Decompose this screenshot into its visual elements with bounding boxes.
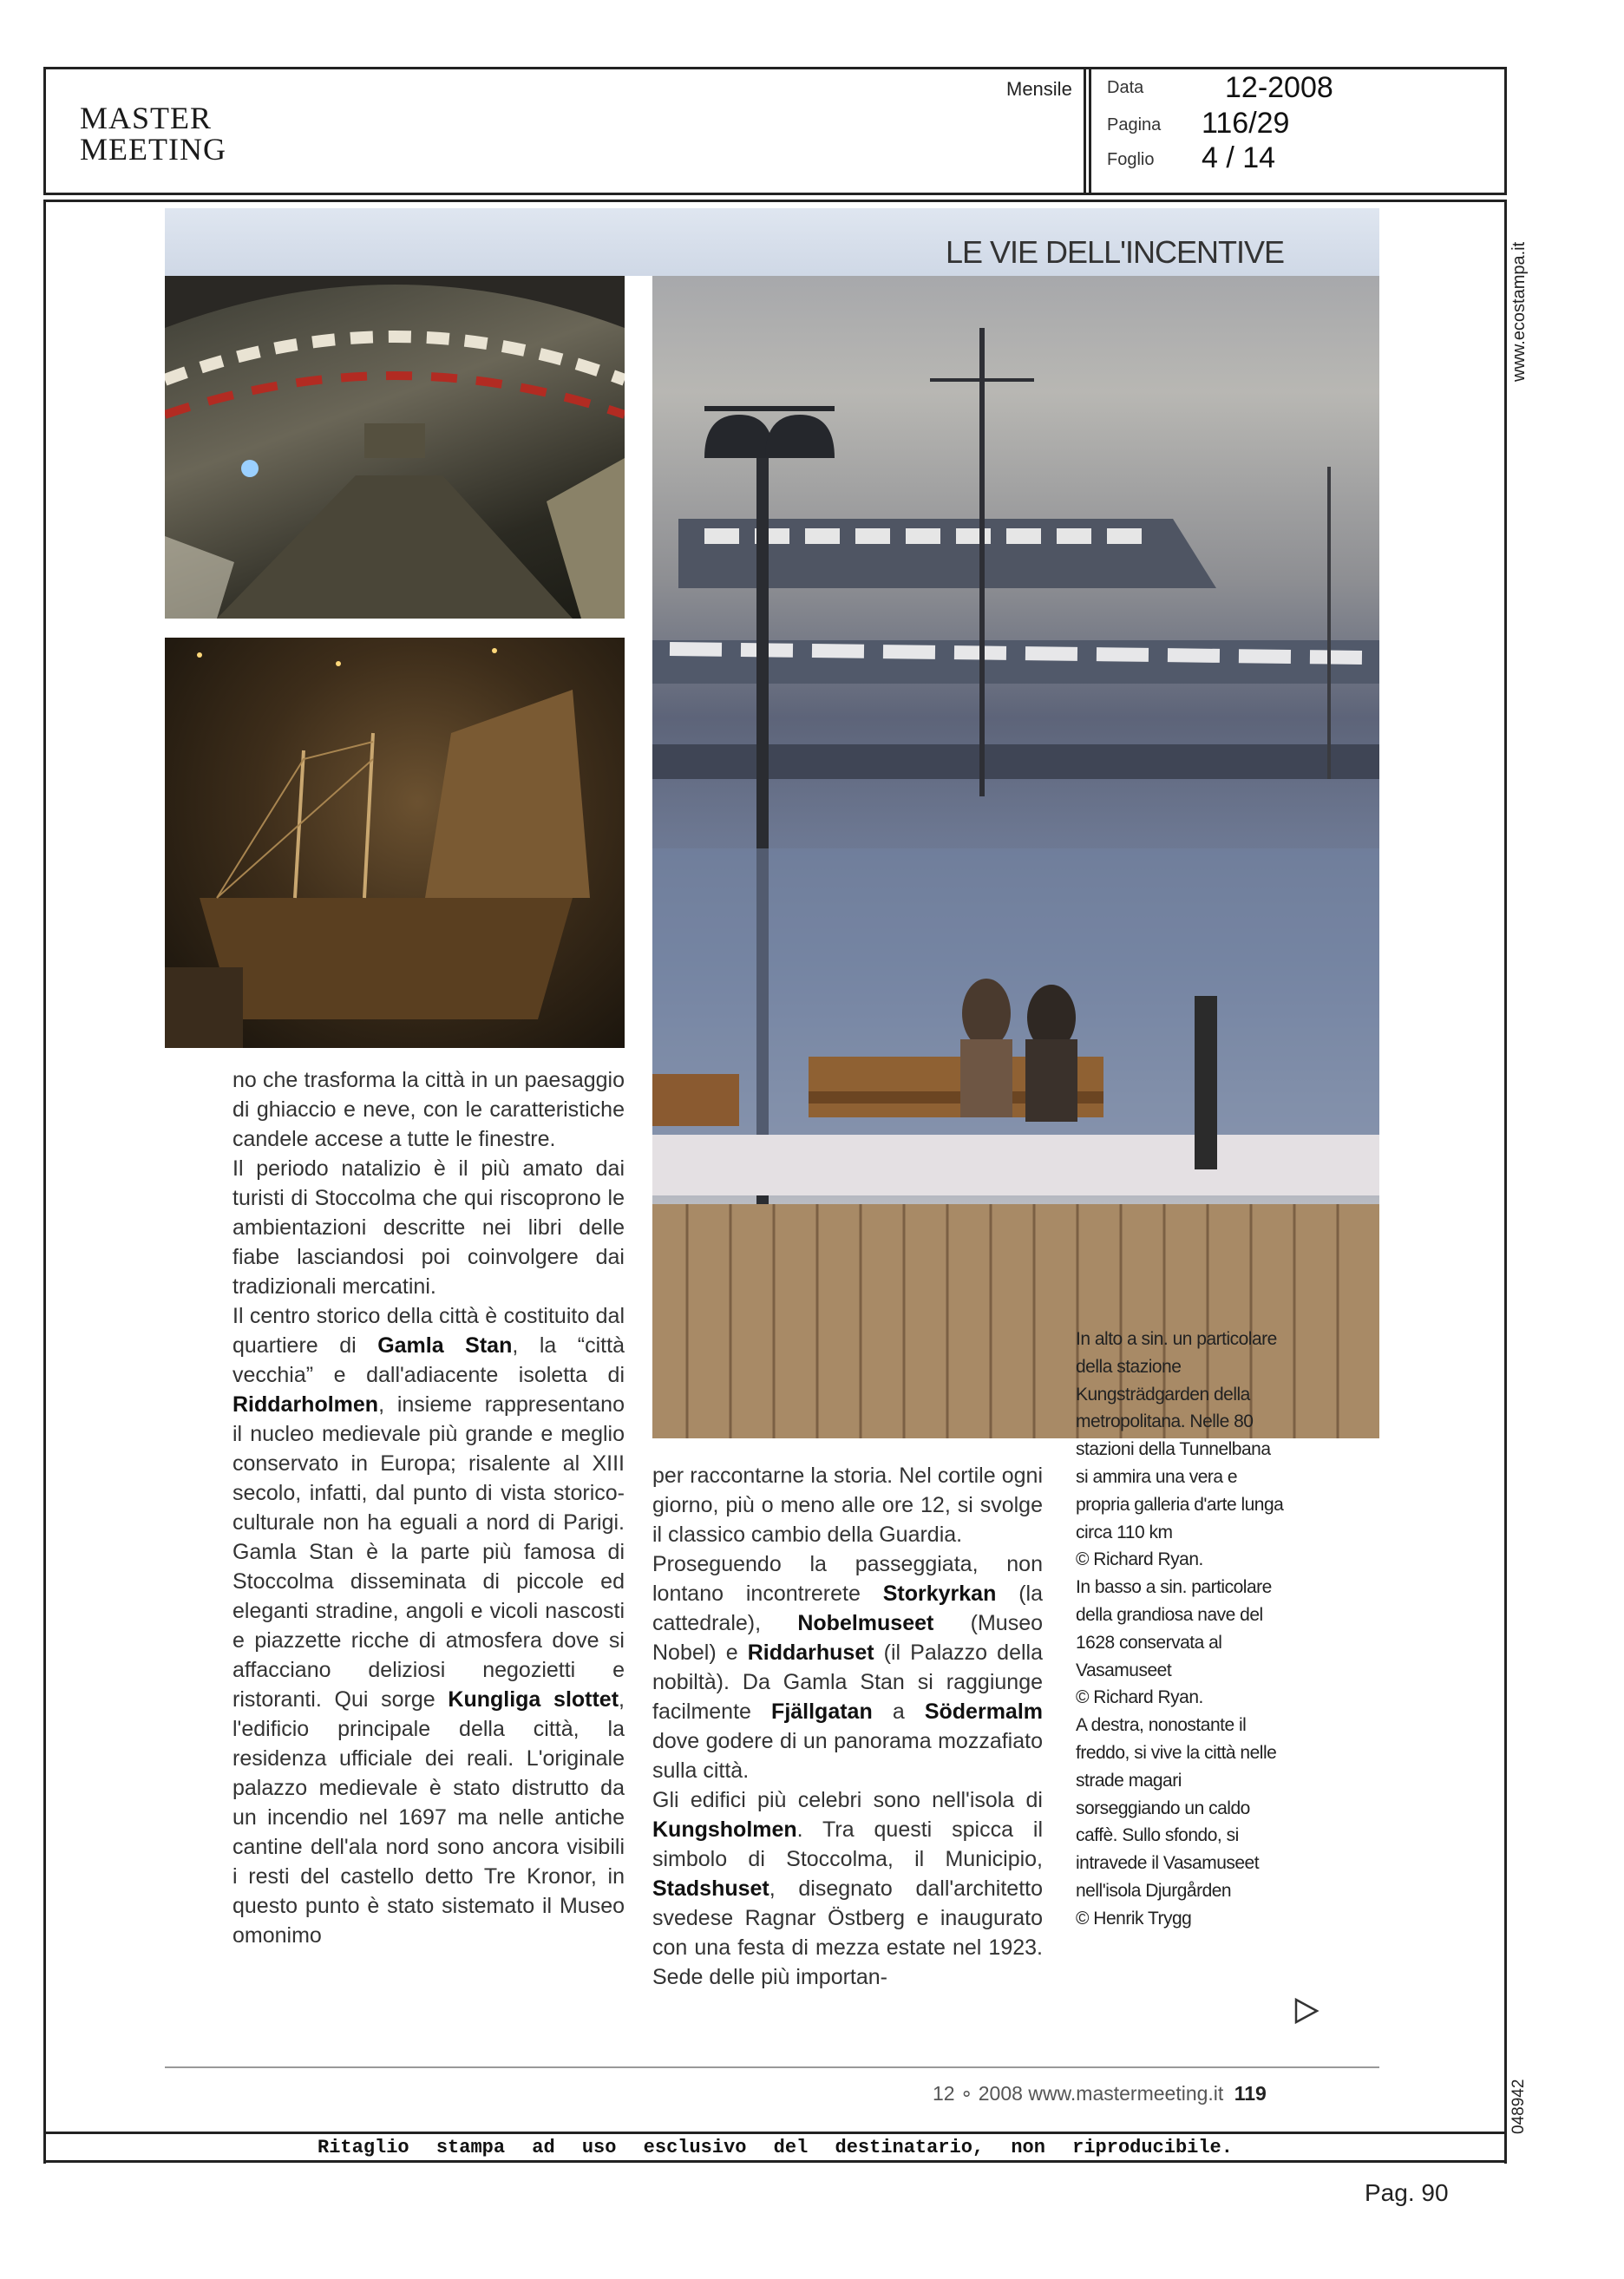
photo-caption	[1076, 1326, 1284, 1933]
side-website	[1509, 208, 1544, 382]
term-stadshuset: Stadshuset	[652, 1876, 769, 1901]
left-paragraph-1: no che trasforma la città in un paesaggio di ghiaccio e neve, con le caratteristiche candele accese a tutte le finestre.	[232, 1068, 625, 1151]
right-paragraph-3: Gli edifici più celebri sono nell'isola di Kungsholmen. Tra questi spicca il simbolo di Stoccolma, il Municipio, Stadshuset, disegnato dall'architetto svedese Ragnar Östberg e inaugurato con una festa di mezza estate nel 1923. Sede delle più importan-	[652, 1788, 1043, 1989]
caption-3-credit: © Henrik Trygg	[1076, 1908, 1192, 1929]
term-gamla-stan: Gamla Stan	[377, 1333, 513, 1358]
pagina-label: Pagina	[1107, 115, 1162, 134]
section-title: LE VIE DELL'INCENTIVE	[945, 234, 1284, 270]
logo-line-1: MASTER	[80, 101, 213, 135]
right-paragraph-2: Proseguendo la passeggiata, non lontano incontrerete Storkyrkan (la cattedrale), Nobelmuseet (Museo Nobel) e Riddarhuset (il Palazzo della nobiltà). Da Gamla Stan si raggiunge facilmente Fjällgatan a Södermalm dove godere di un panorama mozzafiato sulla città.	[652, 1552, 1044, 1783]
side-code-text: 048942	[1509, 2079, 1528, 2134]
article-column-right	[652, 1461, 1043, 1992]
footer-issue: 12 ∘ 2008	[933, 2082, 1023, 2105]
harbor-illustration	[652, 276, 1379, 1438]
metro-station-illustration	[165, 276, 625, 619]
foglio-label: Foglio	[1107, 150, 1155, 169]
logo-line-2: MEETING	[80, 132, 226, 167]
right-paragraph-1: per raccontarne la storia. Nel cortile ogni giorno, più o meno alle ore 12, si svolge il classico cambio della Guardia.	[652, 1464, 1043, 1547]
footer-website: www.mastermeeting.it	[1028, 2082, 1224, 2105]
article-column-left	[232, 1065, 625, 1950]
periodicity: Mensile	[1006, 78, 1072, 100]
foglio-value: 4 / 14	[1202, 141, 1276, 174]
magazine-footer	[933, 2082, 1267, 2105]
footer-rule	[165, 2066, 1379, 2068]
caption-2-credit: © Richard Ryan.	[1076, 1687, 1203, 1708]
reproduction-notice-text: Ritaglio stampa ad uso esclusivo del destinatario, non riproducibile.	[318, 2136, 1233, 2158]
continue-arrow-icon	[1293, 1997, 1320, 2025]
term-kungliga-slottet: Kungliga slottet	[448, 1687, 619, 1712]
term-riddarholmen: Riddarholmen	[232, 1392, 379, 1417]
term-nobelmuseet: Nobelmuseet	[797, 1611, 934, 1635]
vasa-ship-illustration	[165, 638, 625, 1048]
data-label: Data	[1107, 78, 1144, 97]
term-storkyrkan: Storkyrkan	[882, 1582, 997, 1606]
data-value: 12-2008	[1225, 71, 1333, 104]
left-paragraph-3: Il centro storico della città è costituito dal quartiere di Gamla Stan, la “città vecchia” e dall'adiacente isoletta di Riddarholmen, insieme rappresentano il nucleo medievale più grande e meglio conservato in Europa; risalente al XIII secolo, infatti, dal punto di vista storico-culturale non ha eguali a nord di Parigi. Gamla Stan è la parte più famosa di Stoccolma disseminata di piccole ed eleganti stradine, angoli e vicoli nascosti e piazzette ricche di atmosfera dove si affacciano deliziosi negozietti e ristoranti. Qui sorge Kungliga slottet, l'edificio principale della città, la residenza ufficiale dei reali. L'originale palazzo medievale è stato distrutto da un incendio nel 1697 ma nelle antiche cantine dell'ala nord sono ancora visibili i resti del castello detto Tre Kronor, in questo punto è stato sistemato il Museo omonimo	[232, 1304, 625, 1948]
photo-vasa-ship	[165, 638, 625, 1048]
photo-stockholm-harbor	[652, 276, 1379, 1438]
term-sodermalm: Södermalm	[924, 1699, 1044, 1724]
header-divider	[1084, 67, 1091, 195]
side-code	[1509, 2073, 1544, 2177]
caption-1: In alto a sin. un particolare della stazione Kungsträdgarden della metropolitana. Nelle 80 stazioni della Tunnelbana si ammira una vera e propria galleria d'arte lunga circa 110 km	[1076, 1329, 1284, 1542]
term-fjallgatan: Fjällgatan	[771, 1699, 873, 1724]
caption-2: In basso a sin. particolare della grandiosa nave del 1628 conservata al Vasamuseet	[1076, 1577, 1272, 1680]
caption-1-credit: © Richard Ryan.	[1076, 1549, 1203, 1570]
side-website-text: www.ecostampa.it	[1509, 241, 1529, 382]
footer-page-number: 119	[1234, 2082, 1267, 2105]
left-paragraph-2: Il periodo natalizio è il più amato dai turisti di Stoccolma che qui riscoprono le ambientazioni descritte nei libri delle fiabe lasciandosi poi coinvolgere dai tradizionali mercatini.	[232, 1156, 625, 1299]
photo-metro-station	[165, 276, 625, 619]
clipping-page-label: Pag. 90	[1365, 2179, 1449, 2206]
publication-logo	[80, 102, 253, 165]
pagina-value: 116/29	[1202, 107, 1290, 140]
caption-3: A destra, nonostante il freddo, si vive la città nelle strade magari sorseggiando un caldo caffè. Sullo sfondo, si intravede il Vasamuseet nell'isola Djurgården	[1076, 1715, 1277, 1901]
term-riddarhuset: Riddarhuset	[747, 1640, 874, 1665]
term-kungsholmen: Kungsholmen	[652, 1817, 797, 1842]
section-header-band	[165, 208, 1379, 276]
reproduction-notice	[43, 2132, 1507, 2163]
